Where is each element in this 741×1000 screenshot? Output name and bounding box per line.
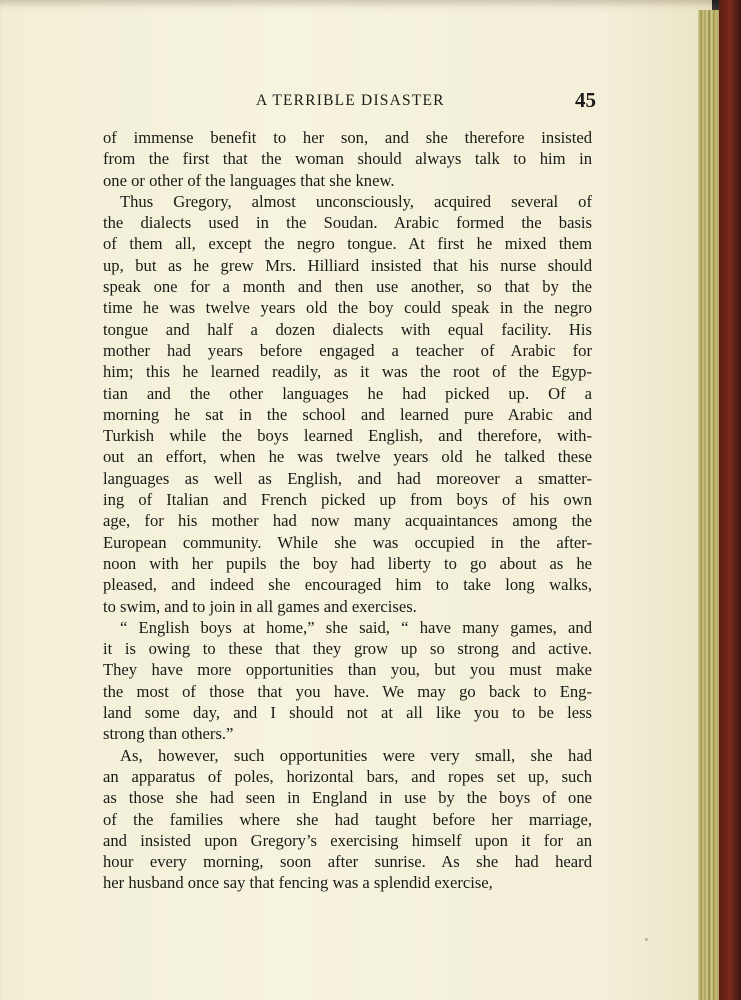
text-line: tian and the other languages he had picked up. Of a: [103, 383, 592, 403]
text-line: ing of Italian and French picked up from boys of his own: [103, 490, 592, 510]
text-line: up, but as he grew Mrs. Hilliard insisted that his nurse should: [103, 255, 592, 275]
text-line: hour every morning, soon after sunrise. As she had heard: [103, 852, 592, 872]
text-line: one or other of the languages that she knew.: [103, 170, 395, 190]
text-line: speak one for a month and then use another, so that by the: [103, 277, 592, 297]
paper-speck: [645, 938, 648, 941]
text-line: They have more opportunities than you, but you must make: [103, 660, 592, 680]
text-line: languages as well as English, and had moreover a smatter-: [103, 468, 592, 488]
paragraph: [103, 745, 592, 894]
paragraph: [103, 191, 592, 617]
text-line: it is owing to these that they grow up so strong and active.: [103, 639, 592, 659]
text-line: of them all, except the negro tongue. At first he mixed them: [103, 234, 592, 254]
text-line: mother had years before engaged a teacher of Arabic for: [103, 340, 592, 360]
text-line: noon with her pupils the boy had liberty to go about as he: [103, 553, 592, 573]
text-line: from the first that the woman should always talk to him in: [103, 149, 592, 169]
page-number: 45: [575, 88, 596, 112]
text-line: Thus Gregory, almost unconsciously, acquired several of: [120, 191, 592, 211]
text-line: As, however, such opportunities were very small, she had: [120, 745, 592, 765]
page-header: [256, 88, 606, 114]
text-line: out an effort, when he was twelve years old he talked these: [103, 447, 592, 467]
text-line: land some day, and I should not at all like you to be less: [103, 703, 592, 723]
book-cover-edge: [719, 0, 741, 1000]
text-line: strong than others.”: [103, 724, 234, 744]
text-line: to swim, and to join in all games and exercises.: [103, 596, 417, 616]
paragraph: [103, 127, 592, 191]
body-text: [103, 127, 592, 894]
text-line: of immense benefit to her son, and she therefore insisted: [103, 128, 592, 147]
running-head: A TERRIBLE DISASTER: [256, 92, 445, 109]
text-line: the most of those that you have. We may go back to Eng-: [103, 681, 592, 701]
text-line: the dialects used in the Soudan. Arabic formed the basis: [103, 213, 592, 233]
text-line: “ English boys at home,” she said, “ have many games, and: [120, 617, 592, 637]
text-line: an apparatus of poles, horizontal bars, and ropes set up, such: [103, 766, 592, 786]
text-line: Turkish while the boys learned English, and therefore, with-: [103, 426, 592, 446]
paragraph: [103, 617, 592, 745]
text-line: time he was twelve years old the boy could speak in the negro: [103, 298, 592, 318]
text-line: age, for his mother had now many acquaintances among the: [103, 511, 592, 531]
text-line: of the families where she had taught before her marriage,: [103, 809, 592, 829]
text-line: him; this he learned readily, as it was the root of the Egyp-: [103, 362, 592, 382]
text-line: her husband once say that fencing was a splendid exercise,: [103, 873, 493, 893]
text-line: pleased, and indeed she encouraged him to take long walks,: [103, 575, 592, 595]
text-line: European community. While she was occupied in the after-: [103, 532, 592, 552]
text-line: tongue and half a dozen dialects with equal facility. His: [103, 319, 592, 339]
text-line: and insisted upon Gregory’s exercising himself upon it for an: [103, 830, 592, 850]
text-line: morning he sat in the school and learned pure Arabic and: [103, 404, 592, 424]
text-line: as those she had seen in England in use by the boys of one: [103, 788, 592, 808]
